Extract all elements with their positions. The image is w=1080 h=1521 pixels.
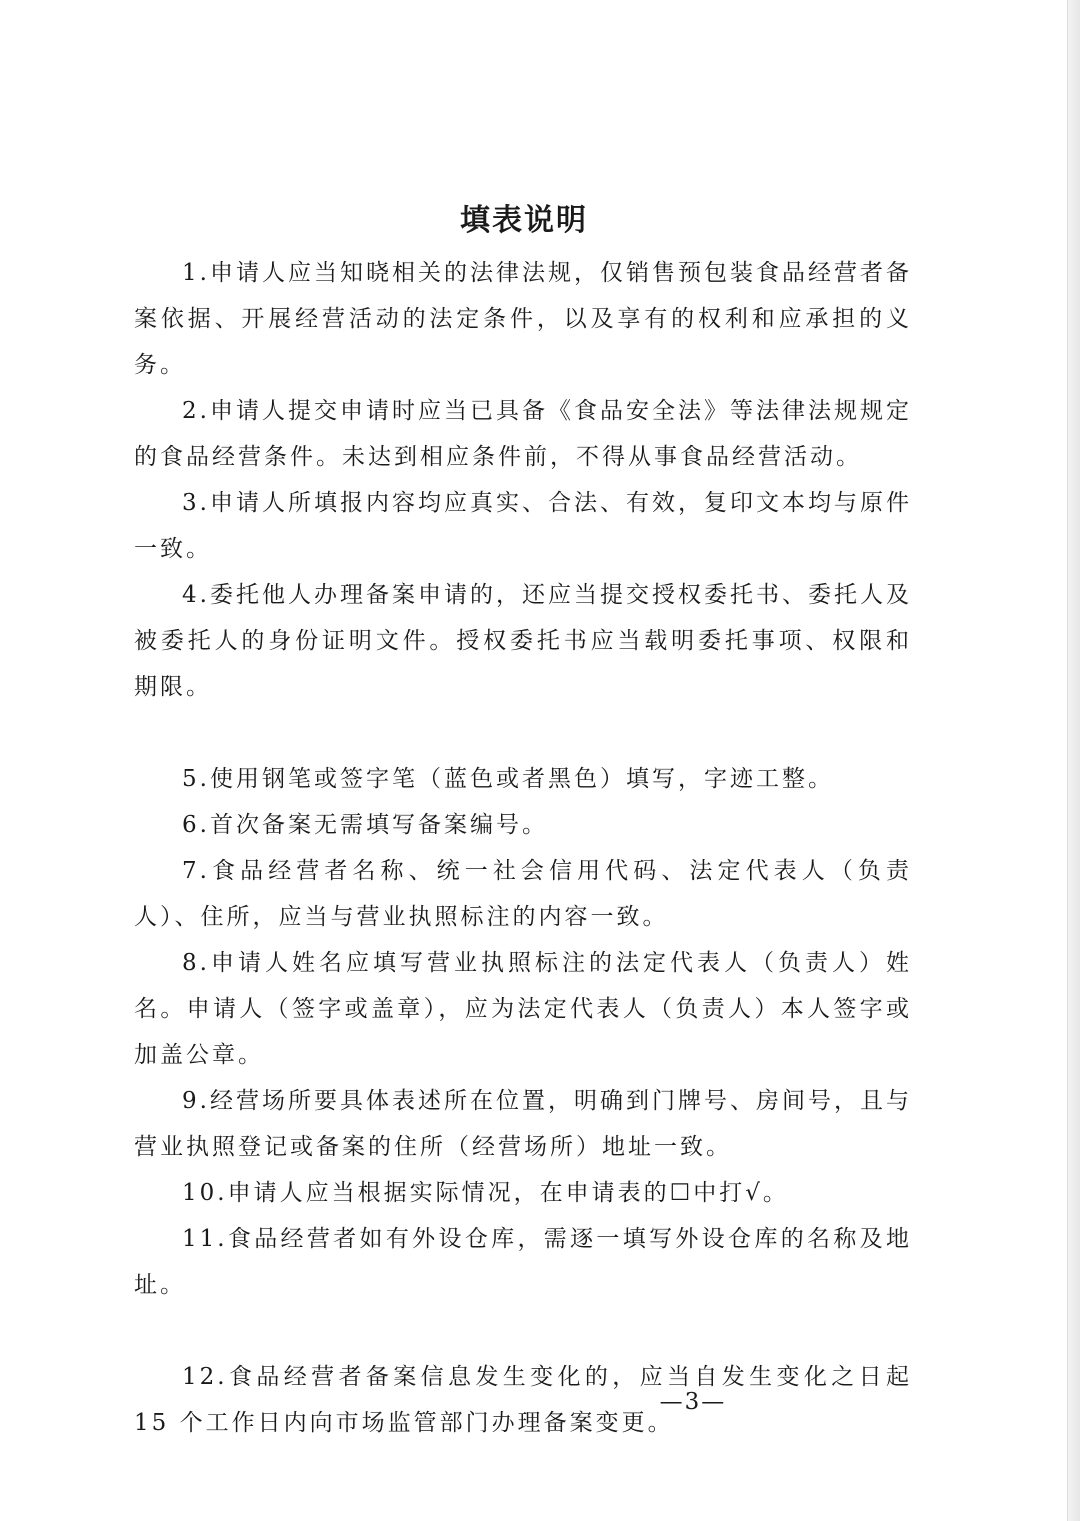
paragraph-gap <box>134 710 912 756</box>
instruction-item-5: 5.使用钢笔或签字笔（蓝色或者黑色）填写，字迹工整。 <box>182 766 834 792</box>
instruction-item-4: 4.委托他人办理备案申请的，还应当提交授权委托书、委托人及被委托人的身份证明文件。授权委托书应当载明委托事项、权限和期限。 <box>134 582 912 700</box>
instruction-item-1: 1.申请人应当知晓相关的法律法规，仅销售预包装食品经营者备案依据、开展经营活动的法定条件，以及享有的权利和应承担的义务。 <box>134 260 912 378</box>
instruction-item-12: 12.食品经营者备案信息发生变化的，应当自发生变化之日起 15 个工作日内向市场监管部门办理备案变更。 <box>134 1364 912 1436</box>
instruction-item-3: 3.申请人所填报内容均应真实、合法、有效，复印文本均与原件一致。 <box>134 490 912 562</box>
instruction-item-6: 6.首次备案无需填写备案编号。 <box>182 812 548 838</box>
document-title: 填表说明 <box>460 203 588 238</box>
instructions-body <box>134 250 912 1446</box>
instruction-item-7: 7.食品经营者名称、统一社会信用代码、法定代表人（负责人）、住所，应当与营业执照标注的内容一致。 <box>134 858 912 930</box>
instruction-item-8: 8.申请人姓名应填写营业执照标注的法定代表人（负责人）姓名。申请人（签字或盖章），应为法定代表人（负责人）本人签字或加盖公章。 <box>134 950 912 1068</box>
paragraph-gap <box>134 1308 912 1354</box>
instruction-item-10: 10.申请人应当根据实际情况，在申请表的☐中打√。 <box>182 1180 789 1206</box>
instruction-item-11: 11.食品经营者如有外设仓库，需逐一填写外设仓库的名称及地址。 <box>134 1226 912 1298</box>
page-edge-shadow <box>1067 0 1080 1521</box>
page-number: —3— <box>659 1389 727 1415</box>
instruction-item-9: 9.经营场所要具体表述所在位置，明确到门牌号、房间号，且与营业执照登记或备案的住所（经营场所）地址一致。 <box>134 1088 912 1160</box>
instruction-item-2: 2.申请人提交申请时应当已具备《食品安全法》等法律法规规定的食品经营条件。未达到相应条件前，不得从事食品经营活动。 <box>134 398 912 470</box>
